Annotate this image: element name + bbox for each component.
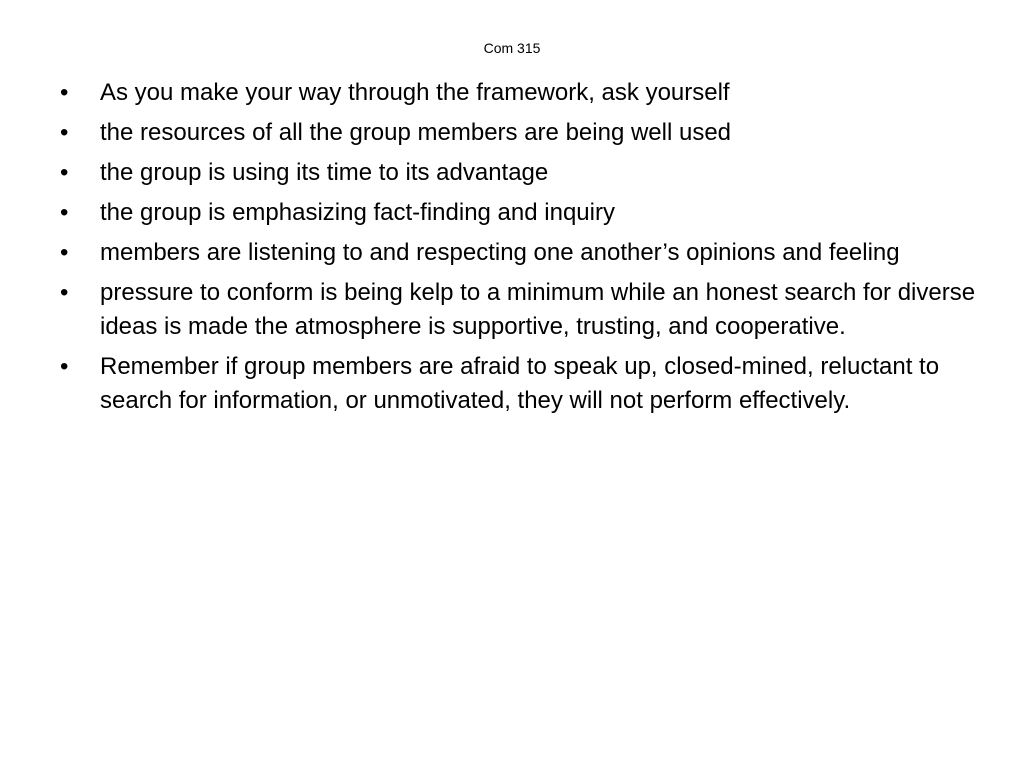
bullet-text: the group is using its time to its advantage	[100, 159, 549, 186]
bullet-list	[60, 76, 980, 424]
bullet-icon: •	[60, 79, 69, 106]
bullet-item	[60, 156, 980, 190]
bullet-text: the group is emphasizing fact-finding and inquiry	[100, 199, 615, 226]
bullet-text: As you make your way through the framework, ask yourself	[100, 79, 730, 106]
bullet-icon: •	[60, 159, 69, 186]
bullet-item	[60, 350, 980, 418]
bullet-text: members are listening to and respecting one another’s opinions and feeling	[100, 239, 900, 266]
slide-title: Com 315	[483, 40, 541, 56]
bullet-icon: •	[60, 239, 69, 266]
bullet-item	[60, 116, 980, 150]
bullet-icon: •	[60, 119, 69, 146]
bullet-icon: •	[60, 353, 69, 380]
bullet-item	[60, 276, 980, 344]
bullet-icon: •	[60, 199, 69, 226]
bullet-icon: •	[60, 279, 69, 306]
bullet-item	[60, 236, 980, 270]
bullet-text: Remember if group members are afraid to speak up, closed-mined, reluctant to search for information, or unmotivated, they will not perform effectively.	[100, 353, 940, 414]
bullet-text: the resources of all the group members are being well used	[100, 119, 732, 146]
bullet-item	[60, 196, 980, 230]
bullet-item	[60, 76, 980, 110]
bullet-text: pressure to conform is being kelp to a minimum while an honest search for diverse ideas is made the atmosphere is supportive, trusting, and cooperative.	[100, 279, 976, 340]
